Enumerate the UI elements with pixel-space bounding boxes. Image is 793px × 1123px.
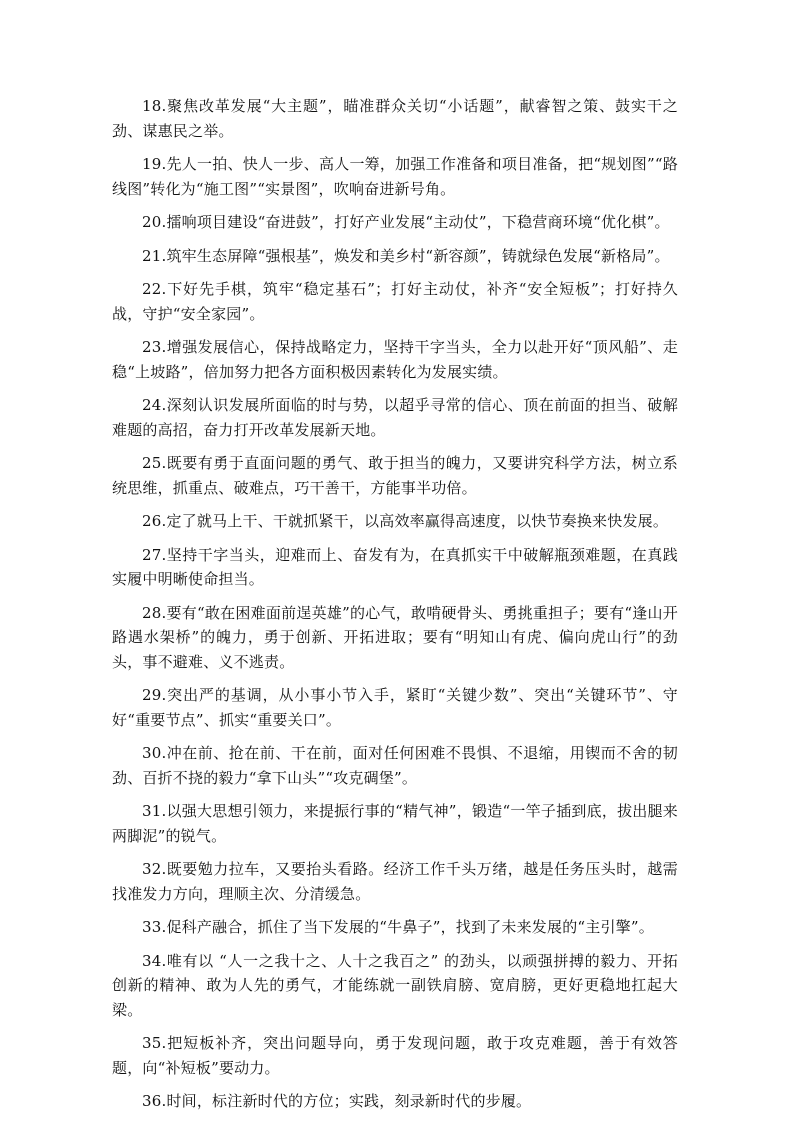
- paragraph-32: 32.既要勉力拉车，又要抬头看路。经济工作千头万绪，越是任务压头时，越需找准发力方向，理顺主次、分清缓急。: [112, 860, 678, 903]
- paragraph-34: 34.唯有以 “人一之我十之、人十之我百之” 的劲头，以顽强拼搏的毅力、开拓创新的精神、敢为人先的勇气，才能练就一副铁肩膀、宽肩膀，更好更稳地扛起大梁。: [112, 951, 678, 1019]
- paragraph-23: 23.增强发展信心，保持战略定力，坚持干字当头，全力以赴开好“顶风船”、走稳“上坡路”，倍加努力把各方面积极因素转化为发展实绩。: [112, 338, 678, 381]
- paragraph-28: 28.要有“敢在困难面前逞英雄”的心气，敢啃硬骨头、勇挑重担子；要有“逢山开路遇水架桥”的魄力，勇于创新、开拓进取；要有“明知山有虎、偏向虎山行”的劲头，事不避难、义不逃责。: [112, 603, 678, 671]
- paragraph-31: 31.以强大思想引领力，来提振行事的“精气神”，锻造“一竿子插到底，拔出腿来两脚泥”的锐气。: [112, 802, 678, 845]
- paragraph-25: 25.既要有勇于直面问题的勇气、敢于担当的魄力，又要讲究科学方法，树立系统思维，抓重点、破难点，巧干善干，方能事半功倍。: [112, 454, 678, 497]
- paragraph-22: 22.下好先手棋，筑牢“稳定基石”；打好主动仗，补齐“安全短板”；打好持久战，守护“安全家园”。: [112, 280, 678, 323]
- paragraph-24: 24.深刻认识发展所面临的时与势，以超乎寻常的信心、顶在前面的担当、破解难题的高招，奋力打开改革发展新天地。: [112, 396, 678, 439]
- paragraph-30: 30.冲在前、抢在前、干在前，面对任何困难不畏惧、不退缩，用锲而不舍的韧劲、百折不挠的毅力“拿下山头”“攻克碉堡”。: [112, 744, 678, 787]
- paragraph-20: 20.擂响项目建设“奋进鼓”，打好产业发展“主动仗”，下稳营商环境“优化棋”。: [142, 213, 670, 231]
- paragraph-27: 27.坚持干字当头，迎难而上、奋发有为，在真抓实干中破解瓶颈难题，在真践实履中明晰使命担当。: [112, 545, 678, 588]
- paragraph-21: 21.筑牢生态屏障“强根基”，焕发和美乡村“新容颜”，铸就绿色发展“新格局”。: [142, 246, 670, 265]
- paragraph-19: 19.先人一拍、快人一步、高人一筹，加强工作准备和项目准备，把“规划图”“路线图”转化为“施工图”“实景图”，吹响奋进新号角。: [112, 155, 678, 198]
- paragraph-35: 35.把短板补齐，突出问题导向，勇于发现问题，敢于攻克难题，善于有效答题，向“补短板”要动力。: [112, 1034, 678, 1077]
- paragraph-26: 26.定了就马上干、干就抓紧干，以高效率赢得高速度，以快节奏换来快发展。: [142, 512, 669, 530]
- paragraph-36: 36.时间，标注新时代的方位；实践，刻录新时代的步履。: [142, 1092, 532, 1110]
- paragraph-18: 18.聚焦改革发展“大主题”，瞄准群众关切“小话题”，献睿智之策、鼓实干之劲、谋惠民之举。: [112, 97, 678, 140]
- paragraph-33: 33.促科产融合，抓住了当下发展的“牛鼻子”，找到了未来发展的“主引擎”。: [142, 918, 654, 936]
- document-page: [112, 94, 678, 1123]
- paragraph-29: 29.突出严的基调，从小事小节入手，紧盯“关键少数”、突出“关键环节”、守好“重要节点”、抓实“重要关口”。: [112, 686, 678, 729]
